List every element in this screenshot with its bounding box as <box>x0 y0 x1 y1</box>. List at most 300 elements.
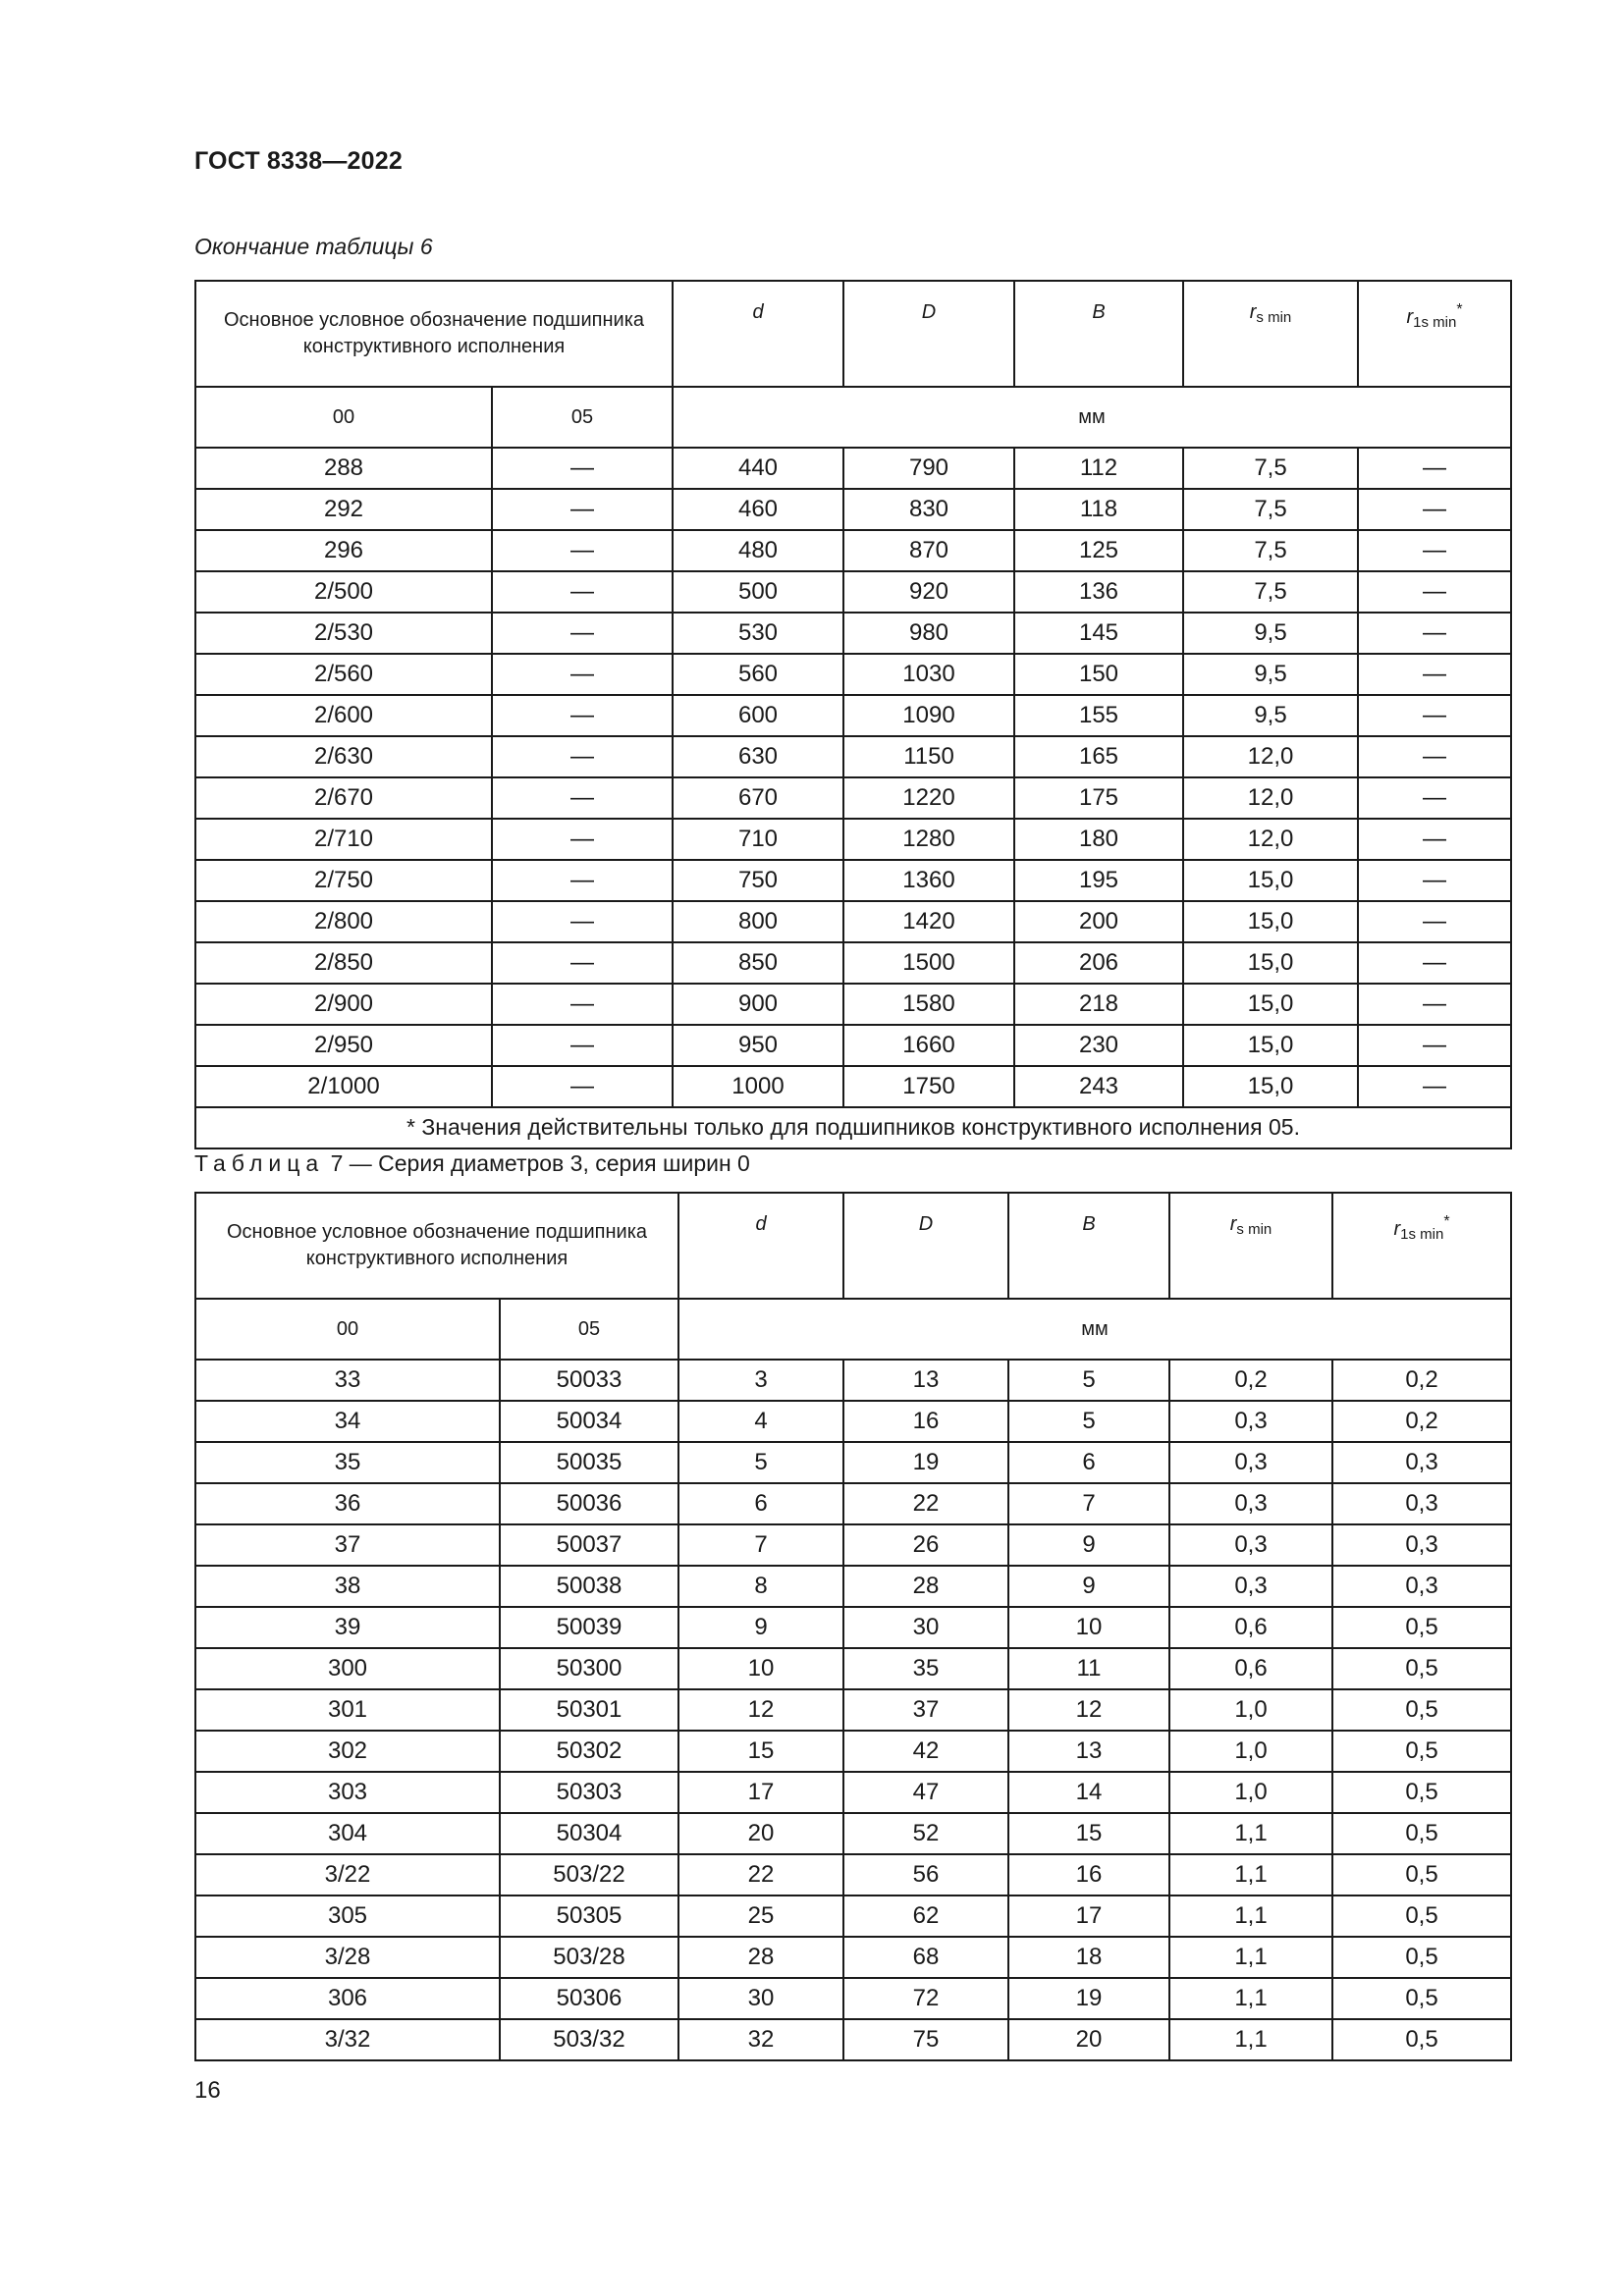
designation-05-cell: 50300 <box>500 1648 678 1689</box>
rs-subscript: s min <box>1256 309 1292 326</box>
chamfer-r1s-header <box>1358 281 1511 387</box>
D-cell: 790 <box>843 448 1014 489</box>
B-cell: 150 <box>1014 654 1183 695</box>
r1s-subscript: 1s min <box>1413 314 1457 331</box>
r1s-min-cell: — <box>1358 901 1511 942</box>
D-cell: 56 <box>843 1854 1008 1896</box>
d-cell: 32 <box>678 2019 843 2060</box>
table-header-row <box>195 281 1511 387</box>
rs-subscript: s min <box>1236 1221 1272 1238</box>
D-cell: 1420 <box>843 901 1014 942</box>
rs-min-cell: 0,2 <box>1169 1360 1332 1401</box>
d-cell: 800 <box>673 901 843 942</box>
B-cell: 112 <box>1014 448 1183 489</box>
B-cell: 17 <box>1008 1896 1169 1937</box>
B-cell: 195 <box>1014 860 1183 901</box>
r1s-min-cell: 0,5 <box>1332 1978 1511 2019</box>
table-row <box>195 1772 1511 1813</box>
table-row <box>195 1401 1511 1442</box>
table-row <box>195 1607 1511 1648</box>
table-row <box>195 860 1511 901</box>
B-cell: 165 <box>1014 736 1183 777</box>
B-cell: 16 <box>1008 1854 1169 1896</box>
B-cell: 19 <box>1008 1978 1169 2019</box>
designation-05-cell: 50038 <box>500 1566 678 1607</box>
rs-min-cell: 1,1 <box>1169 1854 1332 1896</box>
table-subheader-row <box>195 387 1511 448</box>
units-header: мм <box>678 1299 1511 1360</box>
D-cell: 1360 <box>843 860 1014 901</box>
designation-05-cell: 50039 <box>500 1607 678 1648</box>
d-cell: 950 <box>673 1025 843 1066</box>
table-row <box>195 1066 1511 1107</box>
B-cell: 14 <box>1008 1772 1169 1813</box>
d-cell: 460 <box>673 489 843 530</box>
B-cell: 11 <box>1008 1648 1169 1689</box>
D-cell: 47 <box>843 1772 1008 1813</box>
table6-caption: Окончание таблицы 6 <box>194 234 433 259</box>
rs-min-cell: 15,0 <box>1183 942 1358 984</box>
r1s-subscript: 1s min <box>1400 1226 1444 1243</box>
designation-00-cell: 36 <box>195 1483 500 1524</box>
table-row <box>195 571 1511 613</box>
designation-00-cell: 303 <box>195 1772 500 1813</box>
B-cell: 9 <box>1008 1566 1169 1607</box>
B-cell: 5 <box>1008 1360 1169 1401</box>
d-cell: 900 <box>673 984 843 1025</box>
table7-caption-text: — Серия диаметров 3, серия ширин 0 <box>349 1150 750 1176</box>
table-subheader-row <box>195 1299 1511 1360</box>
table-row <box>195 777 1511 819</box>
r1s-min-cell: 0,2 <box>1332 1401 1511 1442</box>
table-row <box>195 1978 1511 2019</box>
rs-min-cell: 7,5 <box>1183 489 1358 530</box>
table-7 <box>194 1192 1512 2061</box>
rs-min-cell: 7,5 <box>1183 571 1358 613</box>
D-cell: 26 <box>843 1524 1008 1566</box>
designation-05-cell: 50302 <box>500 1731 678 1772</box>
rs-min-cell: 9,5 <box>1183 695 1358 736</box>
B-cell: 145 <box>1014 613 1183 654</box>
rs-min-cell: 12,0 <box>1183 819 1358 860</box>
B-cell: 12 <box>1008 1689 1169 1731</box>
d-cell: 670 <box>673 777 843 819</box>
table-row <box>195 448 1511 489</box>
designation-05-cell: 503/22 <box>500 1854 678 1896</box>
rs-symbol: r <box>1249 301 1257 323</box>
D-cell: 75 <box>843 2019 1008 2060</box>
B-cell: 18 <box>1008 1937 1169 1978</box>
rs-min-cell: 15,0 <box>1183 984 1358 1025</box>
B-cell: 230 <box>1014 1025 1183 1066</box>
designation-05-cell: — <box>492 942 673 984</box>
variant-05-header: 05 <box>492 387 673 448</box>
d-cell: 3 <box>678 1360 843 1401</box>
D-cell: 1750 <box>843 1066 1014 1107</box>
D-cell: 42 <box>843 1731 1008 1772</box>
D-cell: 62 <box>843 1896 1008 1937</box>
d-cell: 30 <box>678 1978 843 2019</box>
d-cell: 440 <box>673 448 843 489</box>
designation-00-cell: 3/32 <box>195 2019 500 2060</box>
table-row <box>195 1689 1511 1731</box>
designation-05-cell: — <box>492 1066 673 1107</box>
B-cell: 118 <box>1014 489 1183 530</box>
rs-min-cell: 1,0 <box>1169 1731 1332 1772</box>
r1s-min-cell: — <box>1358 489 1511 530</box>
table7-caption-number: 7 <box>330 1150 344 1176</box>
D-cell: 1030 <box>843 654 1014 695</box>
d-cell: 12 <box>678 1689 843 1731</box>
designation-05-cell: 50303 <box>500 1772 678 1813</box>
designation-05-cell: — <box>492 777 673 819</box>
d-cell: 5 <box>678 1442 843 1483</box>
table-row <box>195 2019 1511 2060</box>
designation-header: Основное условное обозначение подшипника конструктивного исполнения <box>195 281 673 387</box>
d-cell: 15 <box>678 1731 843 1772</box>
B-cell: 6 <box>1008 1442 1169 1483</box>
variant-00-header: 00 <box>195 387 492 448</box>
B-cell: 218 <box>1014 984 1183 1025</box>
rs-min-cell: 1,1 <box>1169 1896 1332 1937</box>
B-cell: 15 <box>1008 1813 1169 1854</box>
B-cell: 5 <box>1008 1401 1169 1442</box>
r1s-min-cell: — <box>1358 695 1511 736</box>
D-cell: 35 <box>843 1648 1008 1689</box>
d-cell: 8 <box>678 1566 843 1607</box>
table-row <box>195 1937 1511 1978</box>
designation-05-cell: 50301 <box>500 1689 678 1731</box>
d-cell: 750 <box>673 860 843 901</box>
d-cell: 28 <box>678 1937 843 1978</box>
d-cell: 22 <box>678 1854 843 1896</box>
D-cell: 1150 <box>843 736 1014 777</box>
table7-caption <box>194 1150 750 1177</box>
designation-00-cell: 305 <box>195 1896 500 1937</box>
designation-05-cell: — <box>492 613 673 654</box>
d-cell: 560 <box>673 654 843 695</box>
table-row <box>195 819 1511 860</box>
designation-00-cell: 296 <box>195 530 492 571</box>
designation-00-cell: 39 <box>195 1607 500 1648</box>
designation-00-cell: 37 <box>195 1524 500 1566</box>
width-header: B <box>1014 281 1183 387</box>
D-cell: 830 <box>843 489 1014 530</box>
rs-min-cell: 0,3 <box>1169 1524 1332 1566</box>
r1s-min-cell: — <box>1358 736 1511 777</box>
designation-05-cell: 50304 <box>500 1813 678 1854</box>
r1s-symbol: r <box>1406 306 1414 328</box>
d-cell: 630 <box>673 736 843 777</box>
rs-min-cell: 7,5 <box>1183 530 1358 571</box>
D-cell: 19 <box>843 1442 1008 1483</box>
designation-05-cell: 50305 <box>500 1896 678 1937</box>
designation-00-cell: 2/1000 <box>195 1066 492 1107</box>
designation-05-cell: — <box>492 736 673 777</box>
rs-min-cell: 0,6 <box>1169 1648 1332 1689</box>
D-cell: 870 <box>843 530 1014 571</box>
rs-min-cell: 0,3 <box>1169 1566 1332 1607</box>
designation-00-cell: 2/630 <box>195 736 492 777</box>
rs-min-cell: 15,0 <box>1183 860 1358 901</box>
designation-00-cell: 3/28 <box>195 1937 500 1978</box>
rs-min-cell: 12,0 <box>1183 777 1358 819</box>
designation-00-cell: 34 <box>195 1401 500 1442</box>
rs-min-cell: 1,0 <box>1169 1689 1332 1731</box>
rs-min-cell: 0,3 <box>1169 1442 1332 1483</box>
B-cell: 10 <box>1008 1607 1169 1648</box>
d-cell: 6 <box>678 1483 843 1524</box>
designation-00-cell: 292 <box>195 489 492 530</box>
designation-00-cell: 300 <box>195 1648 500 1689</box>
rs-min-cell: 0,6 <box>1169 1607 1332 1648</box>
table-header-row <box>195 1193 1511 1299</box>
r1s-min-cell: 0,5 <box>1332 1731 1511 1772</box>
r1s-min-cell: — <box>1358 530 1511 571</box>
r1s-min-cell: 0,5 <box>1332 1772 1511 1813</box>
designation-05-cell: — <box>492 984 673 1025</box>
units-header: мм <box>673 387 1511 448</box>
d-cell: 480 <box>673 530 843 571</box>
table-row <box>195 1025 1511 1066</box>
designation-05-cell: 50035 <box>500 1442 678 1483</box>
designation-00-cell: 302 <box>195 1731 500 1772</box>
B-cell: 180 <box>1014 819 1183 860</box>
r1s-symbol: r <box>1393 1218 1401 1240</box>
width-header: B <box>1008 1193 1169 1299</box>
rs-min-cell: 15,0 <box>1183 1025 1358 1066</box>
rs-min-cell: 1,0 <box>1169 1772 1332 1813</box>
designation-00-cell: 2/750 <box>195 860 492 901</box>
table-row <box>195 695 1511 736</box>
designation-05-cell: — <box>492 901 673 942</box>
designation-05-cell: — <box>492 571 673 613</box>
designation-00-cell: 288 <box>195 448 492 489</box>
designation-00-cell: 2/900 <box>195 984 492 1025</box>
designation-05-cell: 503/28 <box>500 1937 678 1978</box>
page-number: 16 <box>194 2077 221 2104</box>
designation-05-cell: 50033 <box>500 1360 678 1401</box>
r1s-min-cell: 0,5 <box>1332 2019 1511 2060</box>
r1s-min-cell: — <box>1358 819 1511 860</box>
D-cell: 1220 <box>843 777 1014 819</box>
table-row <box>195 489 1511 530</box>
D-cell: 1660 <box>843 1025 1014 1066</box>
designation-00-cell: 2/800 <box>195 901 492 942</box>
table-row <box>195 984 1511 1025</box>
designation-00-cell: 2/600 <box>195 695 492 736</box>
rs-min-cell: 1,1 <box>1169 1813 1332 1854</box>
d-cell: 4 <box>678 1401 843 1442</box>
r1s-min-cell: — <box>1358 860 1511 901</box>
designation-05-cell: 50034 <box>500 1401 678 1442</box>
r1s-min-cell: — <box>1358 654 1511 695</box>
r1s-min-cell: 0,5 <box>1332 1896 1511 1937</box>
d-cell: 17 <box>678 1772 843 1813</box>
D-cell: 28 <box>843 1566 1008 1607</box>
bore-diameter-header: d <box>673 281 843 387</box>
rs-min-cell: 1,1 <box>1169 1978 1332 2019</box>
d-cell: 7 <box>678 1524 843 1566</box>
B-cell: 9 <box>1008 1524 1169 1566</box>
designation-05-cell: — <box>492 860 673 901</box>
designation-05-cell: 50036 <box>500 1483 678 1524</box>
table-6 <box>194 280 1512 1149</box>
footnote: * Значения действительны только для подшипников конструктивного исполнения 05. <box>195 1107 1511 1148</box>
r1s-min-cell: — <box>1358 777 1511 819</box>
B-cell: 200 <box>1014 901 1183 942</box>
document-title: ГОСТ 8338—2022 <box>194 147 403 175</box>
D-cell: 72 <box>843 1978 1008 2019</box>
d-cell: 530 <box>673 613 843 654</box>
chamfer-rs-header <box>1183 281 1358 387</box>
designation-00-cell: 2/710 <box>195 819 492 860</box>
table-row <box>195 1442 1511 1483</box>
table-row <box>195 1854 1511 1896</box>
designation-05-cell: 50037 <box>500 1524 678 1566</box>
table-row <box>195 1524 1511 1566</box>
D-cell: 1500 <box>843 942 1014 984</box>
footnote-row <box>195 1107 1511 1148</box>
table-row <box>195 736 1511 777</box>
rs-min-cell: 9,5 <box>1183 654 1358 695</box>
d-cell: 1000 <box>673 1066 843 1107</box>
r1s-min-cell: 0,3 <box>1332 1524 1511 1566</box>
r1s-footnote-mark: * <box>1456 301 1463 318</box>
r1s-min-cell: — <box>1358 942 1511 984</box>
r1s-min-cell: — <box>1358 984 1511 1025</box>
table-row <box>195 1896 1511 1937</box>
D-cell: 13 <box>843 1360 1008 1401</box>
r1s-min-cell: — <box>1358 613 1511 654</box>
r1s-footnote-mark: * <box>1443 1213 1450 1230</box>
r1s-min-cell: 0,3 <box>1332 1566 1511 1607</box>
table7-caption-word: Таблица <box>194 1150 325 1176</box>
table-row <box>195 1483 1511 1524</box>
d-cell: 850 <box>673 942 843 984</box>
chamfer-rs-header <box>1169 1193 1332 1299</box>
D-cell: 68 <box>843 1937 1008 1978</box>
outer-diameter-header: D <box>843 1193 1008 1299</box>
B-cell: 206 <box>1014 942 1183 984</box>
table-row <box>195 1813 1511 1854</box>
designation-05-cell: — <box>492 448 673 489</box>
designation-05-cell: — <box>492 489 673 530</box>
variant-05-header: 05 <box>500 1299 678 1360</box>
r1s-min-cell: — <box>1358 1025 1511 1066</box>
B-cell: 243 <box>1014 1066 1183 1107</box>
r1s-min-cell: 0,3 <box>1332 1442 1511 1483</box>
rs-min-cell: 0,3 <box>1169 1483 1332 1524</box>
designation-05-cell: 50306 <box>500 1978 678 2019</box>
B-cell: 136 <box>1014 571 1183 613</box>
r1s-min-cell: 0,5 <box>1332 1854 1511 1896</box>
r1s-min-cell: 0,5 <box>1332 1813 1511 1854</box>
table-row <box>195 530 1511 571</box>
r1s-min-cell: 0,5 <box>1332 1648 1511 1689</box>
designation-05-cell: — <box>492 819 673 860</box>
B-cell: 125 <box>1014 530 1183 571</box>
r1s-min-cell: — <box>1358 448 1511 489</box>
d-cell: 500 <box>673 571 843 613</box>
designation-00-cell: 35 <box>195 1442 500 1483</box>
D-cell: 52 <box>843 1813 1008 1854</box>
D-cell: 22 <box>843 1483 1008 1524</box>
table-row <box>195 901 1511 942</box>
chamfer-r1s-header <box>1332 1193 1511 1299</box>
designation-00-cell: 306 <box>195 1978 500 2019</box>
rs-symbol: r <box>1229 1213 1237 1235</box>
designation-00-cell: 38 <box>195 1566 500 1607</box>
D-cell: 37 <box>843 1689 1008 1731</box>
D-cell: 980 <box>843 613 1014 654</box>
B-cell: 7 <box>1008 1483 1169 1524</box>
r1s-min-cell: 0,5 <box>1332 1607 1511 1648</box>
B-cell: 155 <box>1014 695 1183 736</box>
d-cell: 10 <box>678 1648 843 1689</box>
designation-00-cell: 2/560 <box>195 654 492 695</box>
B-cell: 13 <box>1008 1731 1169 1772</box>
outer-diameter-header: D <box>843 281 1014 387</box>
table-row <box>195 1648 1511 1689</box>
r1s-min-cell: 0,5 <box>1332 1937 1511 1978</box>
designation-05-cell: — <box>492 695 673 736</box>
d-cell: 710 <box>673 819 843 860</box>
r1s-min-cell: 0,2 <box>1332 1360 1511 1401</box>
designation-00-cell: 2/500 <box>195 571 492 613</box>
designation-00-cell: 2/670 <box>195 777 492 819</box>
D-cell: 920 <box>843 571 1014 613</box>
bore-diameter-header: d <box>678 1193 843 1299</box>
D-cell: 30 <box>843 1607 1008 1648</box>
designation-00-cell: 3/22 <box>195 1854 500 1896</box>
designation-05-cell: — <box>492 530 673 571</box>
r1s-min-cell: — <box>1358 1066 1511 1107</box>
d-cell: 25 <box>678 1896 843 1937</box>
rs-min-cell: 15,0 <box>1183 1066 1358 1107</box>
designation-05-cell: — <box>492 654 673 695</box>
D-cell: 1280 <box>843 819 1014 860</box>
r1s-min-cell: 0,3 <box>1332 1483 1511 1524</box>
table-row <box>195 654 1511 695</box>
designation-00-cell: 301 <box>195 1689 500 1731</box>
designation-05-cell: — <box>492 1025 673 1066</box>
r1s-min-cell: 0,5 <box>1332 1689 1511 1731</box>
D-cell: 1580 <box>843 984 1014 1025</box>
designation-00-cell: 304 <box>195 1813 500 1854</box>
table-row <box>195 1731 1511 1772</box>
d-cell: 9 <box>678 1607 843 1648</box>
table-row <box>195 1360 1511 1401</box>
B-cell: 20 <box>1008 2019 1169 2060</box>
B-cell: 175 <box>1014 777 1183 819</box>
d-cell: 20 <box>678 1813 843 1854</box>
rs-min-cell: 12,0 <box>1183 736 1358 777</box>
rs-min-cell: 1,1 <box>1169 1937 1332 1978</box>
table-row <box>195 942 1511 984</box>
variant-00-header: 00 <box>195 1299 500 1360</box>
rs-min-cell: 7,5 <box>1183 448 1358 489</box>
designation-00-cell: 2/530 <box>195 613 492 654</box>
designation-00-cell: 2/850 <box>195 942 492 984</box>
d-cell: 600 <box>673 695 843 736</box>
designation-00-cell: 33 <box>195 1360 500 1401</box>
table-row <box>195 1566 1511 1607</box>
table-row <box>195 613 1511 654</box>
designation-05-cell: 503/32 <box>500 2019 678 2060</box>
D-cell: 1090 <box>843 695 1014 736</box>
rs-min-cell: 9,5 <box>1183 613 1358 654</box>
